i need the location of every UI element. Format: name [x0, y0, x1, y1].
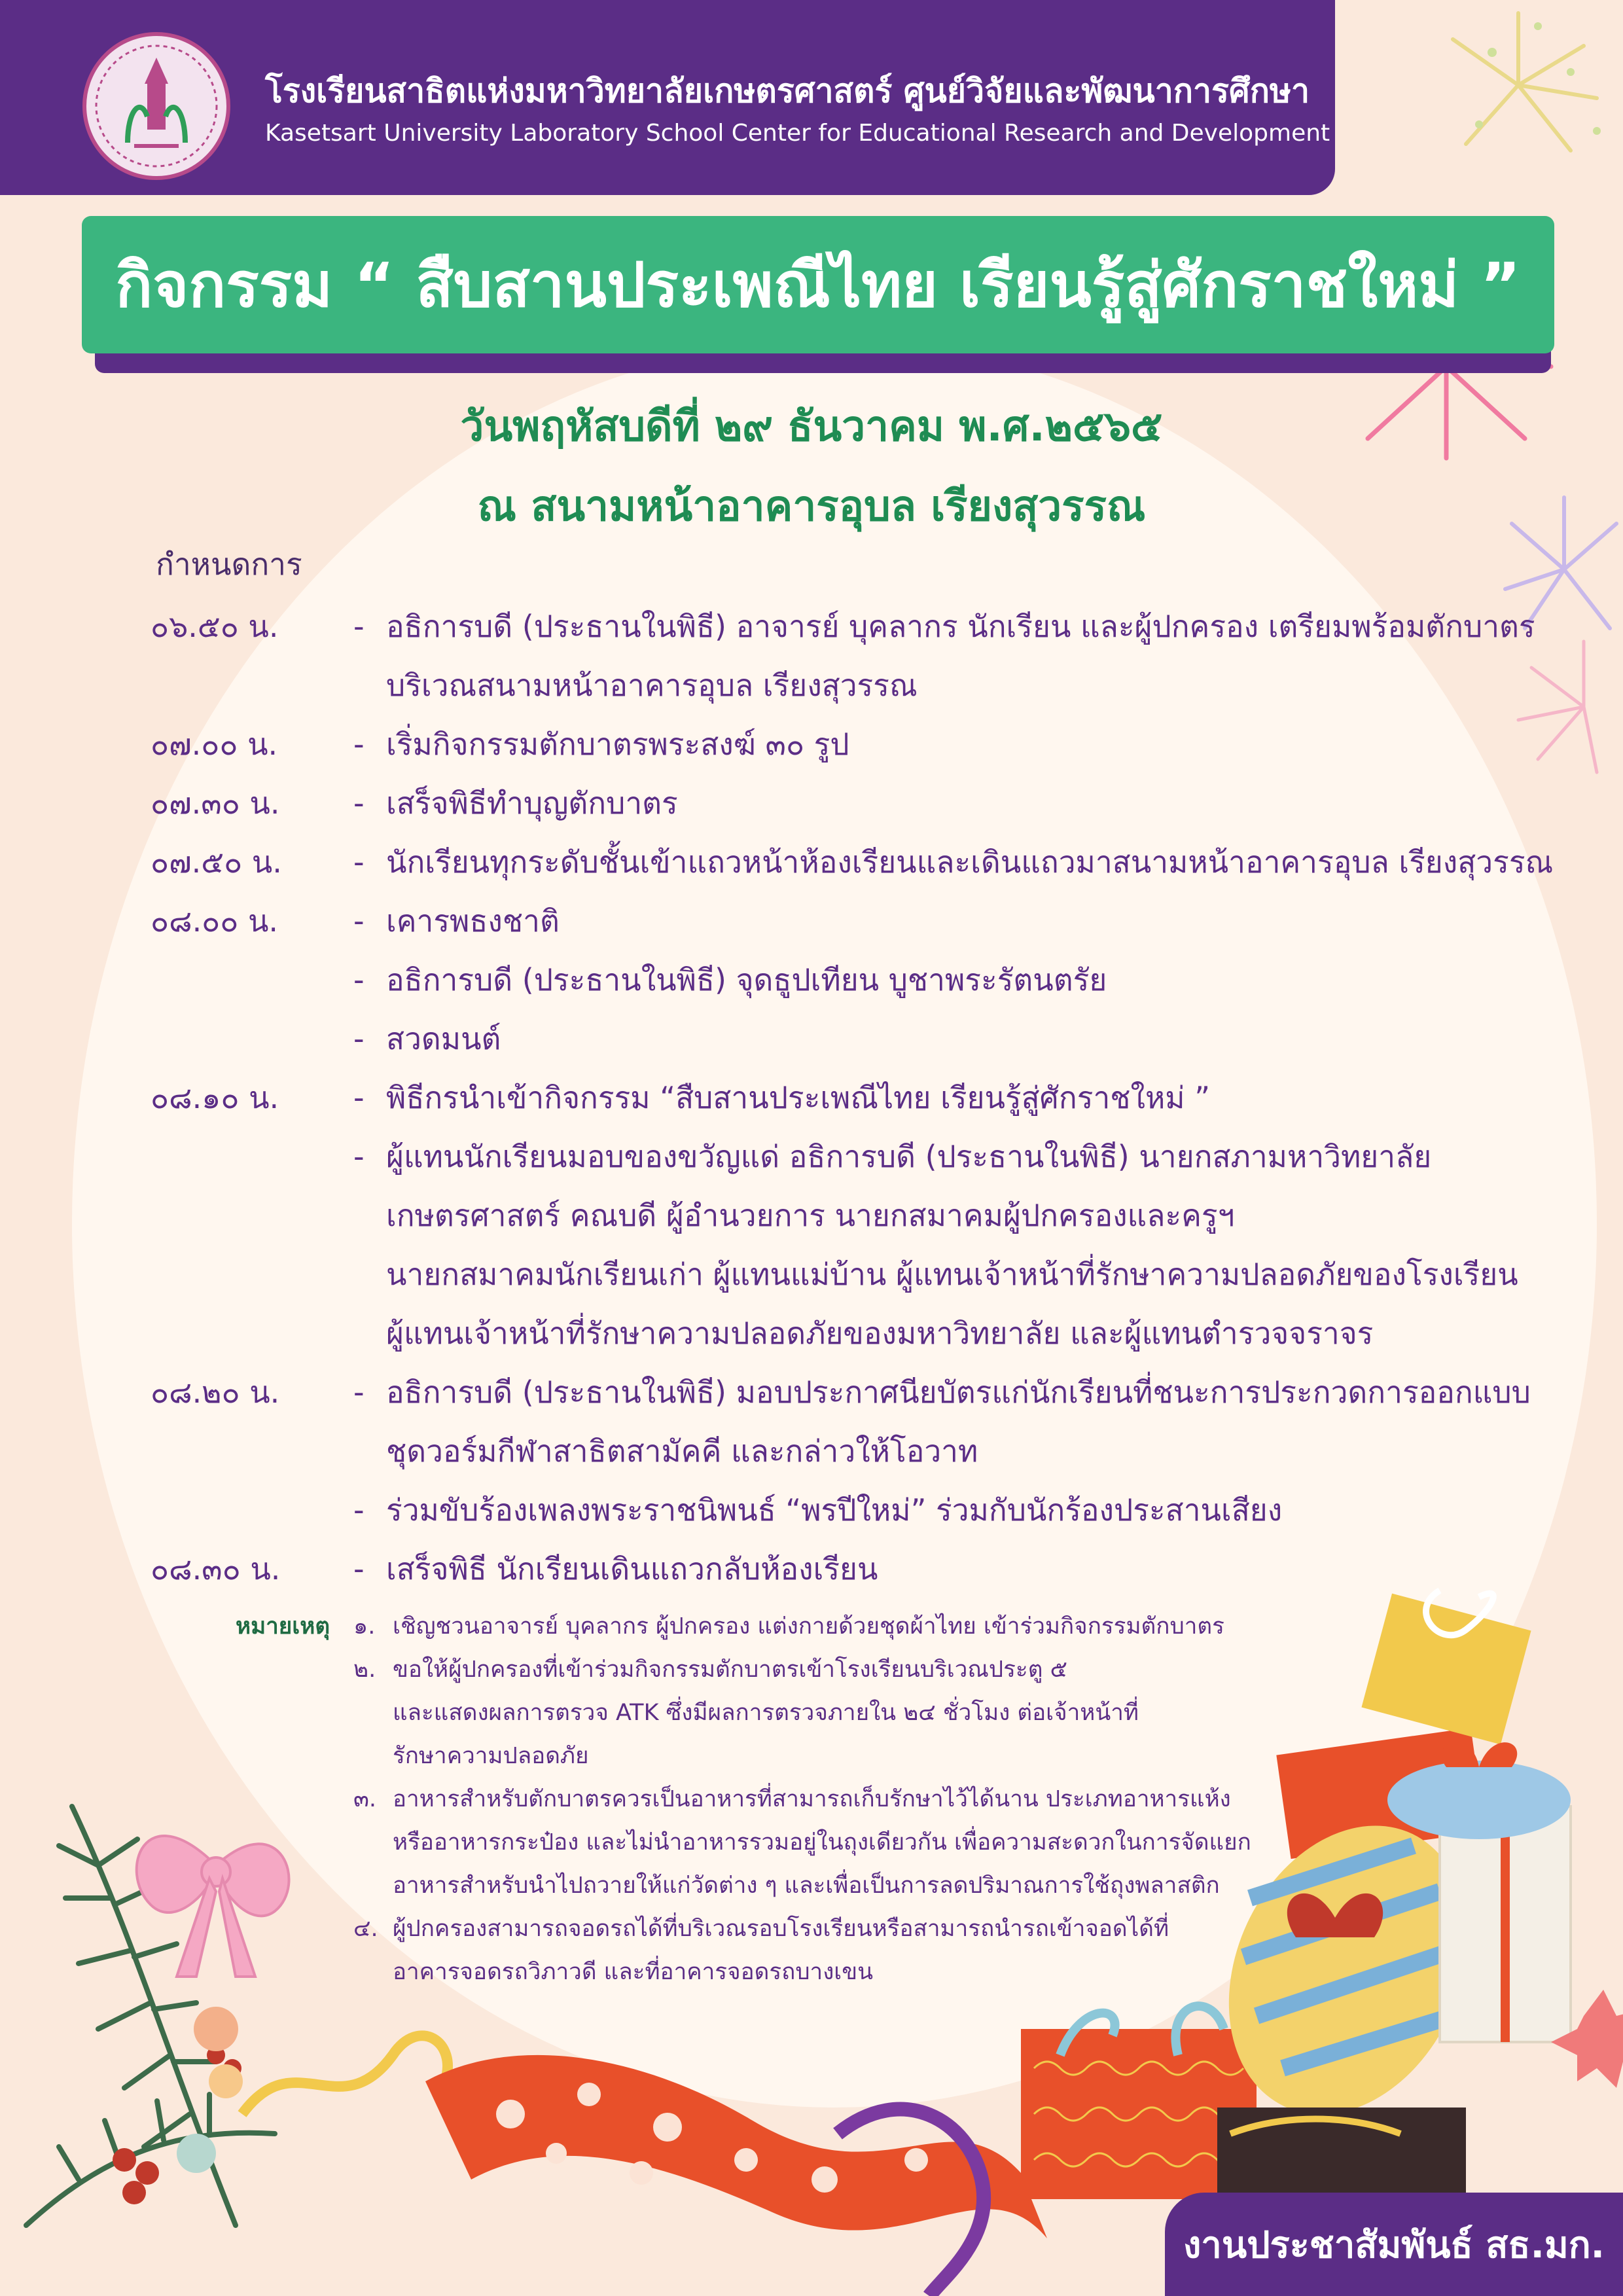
- note-number: ๒.: [353, 1657, 376, 1683]
- schedule-row: [151, 1127, 1551, 1363]
- notes-label-spacer: [236, 1778, 353, 1907]
- schedule-description: [386, 1009, 1551, 1068]
- note-text-line: หรืออาหารกระป๋อง และไม่นำอาหารรวมอยู่ในถุงเดียวกัน เพื่อความสะดวกในการจัดแยก: [393, 1829, 1251, 1856]
- note-row: [236, 1605, 1283, 1648]
- school-name-english: Kasetsart University Laboratory School Center for Educational Research and Development: [265, 120, 1330, 147]
- schedule-description-line: ร่วมขับร้องเพลงพระราชนิพนธ์ “พรปีใหม่” ร่วมกับนักร้องประสานเสียง: [386, 1492, 1283, 1528]
- schedule-description-line: ชุดวอร์มกีฬาสาธิตสามัคคี และกล่าวให้โอวาท: [386, 1433, 978, 1469]
- schedule-dash: -: [353, 1492, 365, 1528]
- schedule-description-line: นายกสมาคมนักเรียนเก่า ผู้แทนแม่บ้าน ผู้แทนเจ้าหน้าที่รักษาความปลอดภัยของโรงเรียน: [386, 1257, 1518, 1292]
- note-text: [393, 1605, 1283, 1648]
- note-number: ๓.: [353, 1786, 377, 1812]
- schedule-description: [386, 774, 1551, 833]
- footer-department: งานประชาสัมพันธ์ สธ.มก.: [1183, 2223, 1605, 2267]
- schedule-dash: -: [353, 903, 365, 939]
- event-venue: ณ สนามหน้าอาคารอุบล เรียงสุวรรณ: [477, 482, 1146, 531]
- schedule-dash: -: [353, 1021, 365, 1056]
- schedule-time: ๐๗.๐๐ น.: [151, 726, 278, 762]
- schedule-heading: กำหนดการ: [156, 547, 302, 582]
- school-logo-icon: [82, 31, 231, 181]
- schedule-time: ๐๗.๓๐ น.: [151, 785, 280, 821]
- note-text: [393, 1648, 1283, 1778]
- note-text-line: และแสดงผลการตรวจ ATK ซึ่งมีผลการตรวจภายใน ๒๔ ชั่วโมง ต่อเจ้าหน้าที่: [393, 1700, 1139, 1726]
- notes-label-spacer: [236, 1648, 353, 1778]
- schedule-row: [151, 715, 1551, 774]
- schedule-dash: -: [353, 1080, 365, 1115]
- schedule-dash: -: [353, 785, 365, 821]
- schedule-description: [386, 833, 1553, 891]
- note-row: [236, 1907, 1283, 1994]
- notes-label-spacer: [236, 1907, 353, 1994]
- schedule-row: [151, 1068, 1551, 1127]
- schedule-dash: -: [353, 1551, 365, 1587]
- firework-yellow: [1453, 13, 1597, 151]
- schedule-description-line: อธิการบดี (ประธานในพิธี) อาจารย์ บุคลากร นักเรียน และผู้ปกครอง เตรียมพร้อมตักบาตร: [386, 609, 1535, 644]
- schedule-description: [386, 1480, 1551, 1539]
- event-title: กิจกรรม “ สืบสานประเพณีไทย เรียนรู้สู่ศักราชใหม่ ”: [115, 249, 1521, 321]
- note-text-line: อาคารจอดรถวิภาวดี และที่อาคารจอดรถบางเขน: [393, 1959, 874, 1985]
- schedule-time: [151, 1480, 353, 1539]
- schedule-description: [386, 1539, 1551, 1598]
- schedule-dash: -: [353, 1374, 365, 1410]
- schedule-time: ๐๘.๒๐ น.: [151, 1374, 280, 1410]
- schedule-description-line: ผู้แทนนักเรียนมอบของขวัญแด่ อธิการบดี (ประธานในพิธี) นายกสภามหาวิทยาลัย: [386, 1139, 1432, 1174]
- schedule-row: [151, 774, 1551, 833]
- schedule-description-line: สวดมนต์: [386, 1021, 501, 1056]
- schedule-row: [151, 597, 1551, 715]
- schedule-description-line: อธิการบดี (ประธานในพิธี) จุดธูปเทียน บูชาพระรัตนตรัย: [386, 962, 1107, 997]
- schedule-description: [386, 891, 1551, 950]
- note-text-line: ขอให้ผู้ปกครองที่เข้าร่วมกิจกรรมตักบาตรเข้าโรงเรียนบริเวณประตู ๕: [393, 1657, 1068, 1683]
- schedule-time: [151, 1127, 353, 1363]
- schedule-row: [151, 891, 1551, 950]
- schedule-time: ๐๘.๐๐ น.: [151, 903, 279, 939]
- schedule-dash: -: [353, 1139, 365, 1174]
- title-banner: [82, 216, 1554, 353]
- note-number: ๔.: [353, 1916, 378, 1942]
- gift-box-white: [1440, 1806, 1571, 2042]
- notes-label: หมายเหตุ: [236, 1613, 330, 1640]
- note-text-line: อาหารสำหรับตักบาตรควรเป็นอาหารที่สามารถเก็บรักษาไว้ได้นาน ประเภทอาหารแห้ง: [393, 1786, 1231, 1812]
- schedule-description: [386, 1068, 1551, 1127]
- schedule-description: [386, 1363, 1551, 1480]
- note-text: [393, 1907, 1283, 1994]
- schedule-time: [151, 950, 353, 1009]
- schedule-description: [386, 1127, 1551, 1363]
- schedule-description-line: เสร็จพิธี นักเรียนเดินแถวกลับห้องเรียน: [386, 1551, 878, 1587]
- schedule-time: ๐๗.๕๐ น.: [151, 844, 282, 880]
- schedule-row: [151, 1480, 1551, 1539]
- schedule-description-line: เริ่มกิจกรรมตักบาตรพระสงฆ์ ๓๐ รูป: [386, 726, 849, 762]
- schedule-time: ๐๖.๕๐ น.: [151, 609, 279, 644]
- schedule-row: [151, 1009, 1551, 1068]
- note-text-line: อาหารสำหรับนำไปถวายให้แก่วัดต่าง ๆ และเพื่อเป็นการลดปริมาณการใช้ถุงพลาสติก: [393, 1873, 1220, 1899]
- event-date: วันพฤหัสบดีที่ ๒๙ ธันวาคม พ.ศ.๒๕๖๕: [460, 403, 1163, 451]
- schedule-list: [151, 597, 1554, 1598]
- schedule-description-line: เคารพธงชาติ: [386, 903, 560, 939]
- schedule-dash: -: [353, 726, 365, 762]
- schedule-row: [151, 1539, 1551, 1598]
- schedule-description: [386, 597, 1551, 715]
- schedule-description: [386, 950, 1551, 1009]
- notes-section: [236, 1605, 1283, 1994]
- schedule-description: [386, 715, 1551, 774]
- schedule-dash: -: [353, 962, 365, 997]
- note-text: [393, 1778, 1283, 1907]
- note-number: ๑.: [353, 1613, 376, 1640]
- schedule-row: [151, 1363, 1551, 1480]
- note-row: [236, 1648, 1283, 1778]
- note-row: [236, 1778, 1283, 1907]
- schedule-description-line: เกษตรศาสตร์ คณบดี ผู้อำนวยการ นายกสมาคมผู้ปกครองและครูฯ: [386, 1198, 1235, 1233]
- gold-ribbon: [242, 2036, 448, 2114]
- note-text-line: รักษาความปลอดภัย: [393, 1743, 589, 1769]
- note-text-line: ผู้ปกครองสามารถจอดรถได้ที่บริเวณรอบโรงเรียนหรือสามารถนำรถเข้าจอดได้ที่: [393, 1916, 1169, 1942]
- schedule-description-line: พิธีกรนำเข้ากิจกรรม “สืบสานประเพณีไทย เรียนรู้สู่ศักราชใหม่ ”: [386, 1080, 1211, 1115]
- schedule-dash: -: [353, 844, 365, 880]
- note-text-line: เชิญชวนอาจารย์ บุคลากร ผู้ปกครอง แต่งกายด้วยชุดผ้าไทย เข้าร่วมกิจกรรมตักบาตร: [393, 1613, 1224, 1640]
- schedule-time: ๐๘.๑๐ น.: [151, 1080, 279, 1115]
- schedule-description-line: อธิการบดี (ประธานในพิธี) มอบประกาศนียบัตรแก่นักเรียนที่ชนะการประกวดการออกแบบ: [386, 1374, 1531, 1410]
- red-ribbon: [425, 2055, 1047, 2238]
- schedule-description-line: เสร็จพิธีทำบุญตักบาตร: [386, 785, 678, 821]
- schedule-description-line: บริเวณสนามหน้าอาคารอุบล เรียงสุวรรณ: [386, 668, 918, 703]
- school-name-thai: โรงเรียนสาธิตแห่งมหาวิทยาลัยเกษตรศาสตร์ ศูนย์วิจัยและพัฒนาการศึกษา: [265, 72, 1310, 110]
- schedule-row: [151, 950, 1551, 1009]
- schedule-dash: -: [353, 609, 365, 644]
- schedule-time: [151, 1009, 353, 1068]
- schedule-description-line: ผู้แทนเจ้าหน้าที่รักษาความปลอดภัยของมหาวิทยาลัย และผู้แทนตำรวจจราจร: [386, 1316, 1374, 1351]
- firework-dots: [1475, 22, 1601, 135]
- schedule-description-line: นักเรียนทุกระดับชั้นเข้าแถวหน้าห้องเรียนและเดินแถวมาสนามหน้าอาคารอุบล เรียงสุวรรณ: [386, 844, 1554, 880]
- schedule-row: [151, 833, 1554, 891]
- header-bar: [0, 0, 1335, 195]
- schedule-time: ๐๘.๓๐ น.: [151, 1551, 281, 1587]
